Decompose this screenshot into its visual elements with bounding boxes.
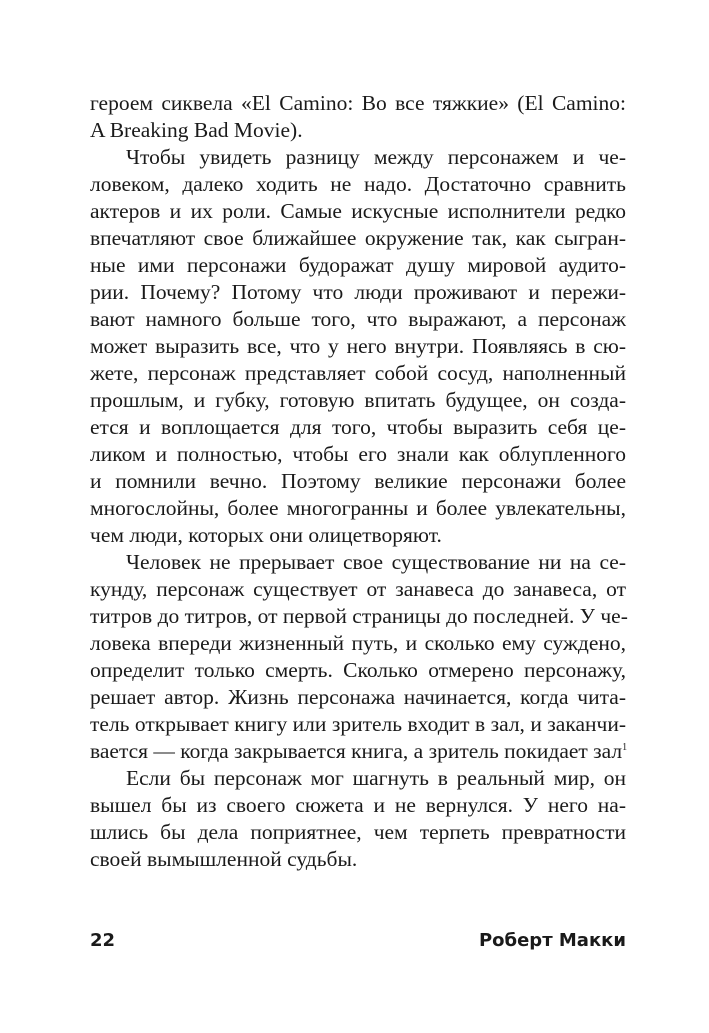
text-line: многослойны, более многогранны и более увлекательны, (90, 496, 626, 520)
text-line: Если бы персонаж мог шагнуть в реальный мир, он (126, 766, 626, 790)
text-line: ловеком, далеко ходить не надо. Достаточно сравнить (90, 172, 626, 196)
text-line: решает автор. Жизнь персонажа начинается, когда чита- (90, 685, 626, 709)
text-line: прошлым, и губку, готовую впитать будущее, он созда- (90, 388, 626, 412)
text-line-with-footnote (90, 738, 626, 765)
text-line: ется и воплощается для того, чтобы выразить себя це- (90, 415, 626, 439)
text-line: A Breaking Bad Movie). (90, 118, 303, 142)
page-body (90, 90, 626, 873)
text-line: рии. Почему? Потому что люди проживают и пережи- (90, 280, 626, 304)
text-line: своей вымышленной судьбы. (90, 847, 358, 871)
text-line: впечатляют свое ближайшее окружение так, как сыгран- (90, 226, 626, 250)
author-name: Роберт Макки (478, 930, 626, 951)
text-line: может выразить все, что у него внутри. Появляясь в сю- (90, 334, 626, 358)
text-line: вают намного больше того, что выражают, а персонаж (90, 307, 626, 331)
text-line: Человек не прерывает свое существование ни на се- (126, 550, 626, 574)
text-line: Чтобы увидеть разницу между персонажем и че- (126, 145, 626, 169)
page-footer (90, 927, 626, 955)
text-line: вышел бы из своего сюжета и не вернулся. У него на- (90, 793, 626, 817)
text-line: ные ими персонажи будоражат душу мировой аудито- (90, 253, 626, 277)
text-line: ловека впереди жизненный путь, и сколько ему суждено, (90, 631, 626, 655)
text-line: и помнили вечно. Поэтому великие персонажи более (90, 469, 626, 493)
text-line: ликом и полностью, чтобы его знали как облупленного (90, 442, 626, 466)
page-number: 22 (90, 930, 116, 951)
text-line-content: вается — когда закрывается книга, а зритель покидает зал (90, 739, 623, 763)
text-line: тель открывает книгу или зритель входит в зал, и заканчи- (90, 712, 626, 736)
text-line: чем люди, которых они олицетворяют. (90, 523, 442, 547)
text-line: определит только смерть. Сколько отмерено персонажу, (90, 658, 626, 682)
text-line: кунду, персонаж существует от занавеса до занавеса, от (90, 577, 626, 601)
text-line: героем сиквела «El Camino: Во все тяжкие» (El Camino: (90, 91, 626, 115)
text-line: жете, персонаж представляет собой сосуд, наполненный (90, 361, 626, 385)
text-line: шлись бы дела поприятнее, чем терпеть превратности (90, 820, 626, 844)
text-line: актеров и их роли. Самые искусные исполнители редко (90, 199, 626, 223)
footnote-reference[interactable]: 1 (622, 741, 628, 753)
text-line: титров до титров, от первой страницы до последней. У че- (90, 604, 628, 628)
